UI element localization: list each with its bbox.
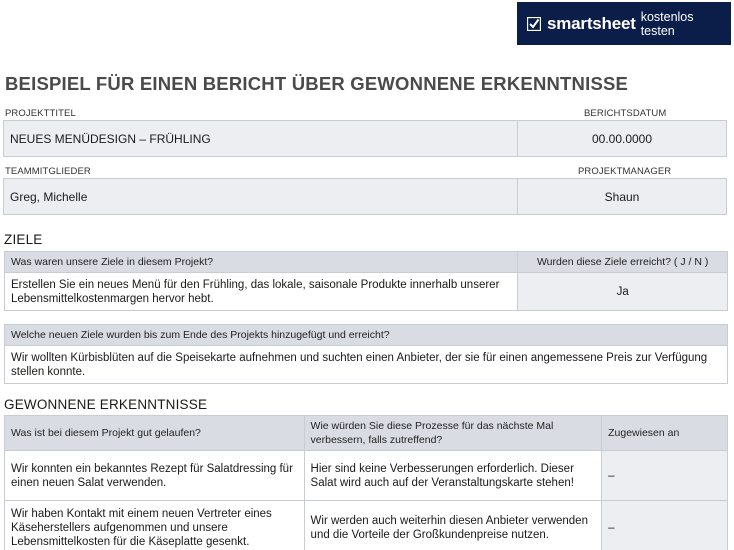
banner-cta: kostenlos testen (640, 9, 694, 38)
assigned-col-header: Zugewiesen an (602, 416, 728, 451)
goals-heading: ZIELE (4, 232, 43, 247)
goals-table (4, 251, 728, 311)
table-row (5, 273, 728, 311)
went-well-cell[interactable]: Wir konnten ein bekanntes Rezept für Salatdressing für einen neuen Salat verwenden. (5, 451, 305, 501)
project-title-label: PROJEKTTITEL (5, 108, 76, 119)
lessons-table (4, 415, 728, 550)
new-goals-header: Welche neuen Ziele wurden bis zum Ende des Projekts hinzugefügt und erreicht? (5, 325, 728, 346)
assigned-cell[interactable]: – (602, 501, 728, 550)
project-manager-field[interactable]: Shaun (517, 178, 727, 215)
report-date-label: BERICHTSDATUM (584, 108, 667, 119)
team-members-field[interactable]: Greg, Michelle (3, 178, 518, 215)
banner-brand: smartsheet (546, 13, 636, 33)
achieved-col-header: Wurden diese Ziele erreicht? ( J / N ) (518, 252, 728, 273)
report-date-field[interactable]: 00.00.0000 (517, 120, 727, 157)
smartsheet-logo-icon (527, 17, 541, 31)
assigned-cell[interactable]: – (602, 451, 728, 501)
smartsheet-banner[interactable] (517, 2, 731, 45)
new-goals-table (4, 324, 728, 384)
table-row (5, 501, 728, 550)
improve-cell[interactable]: Wir werden auch weiterhin diesen Anbieter verwenden und die Vorteile der Großkundenpreise nutzen. (304, 501, 602, 550)
table-row (5, 346, 728, 384)
went-well-cell[interactable]: Wir haben Kontakt mit einem neuen Vertreter eines Käseherstellers aufgenommen und unsere Lebensmittelkosten für die Käseplatte gesenkt. (5, 501, 305, 550)
goals-col-header: Was waren unsere Ziele in diesem Projekt? (5, 252, 518, 273)
achieved-cell[interactable]: Ja (518, 273, 728, 311)
project-manager-label: PROJEKTMANAGER (578, 166, 672, 177)
lessons-heading: GEWONNENE ERKENNTNISSE (4, 397, 208, 412)
project-title-field[interactable]: NEUES MENÜDESIGN – FRÜHLING (3, 120, 518, 157)
went-well-col-header: Was ist bei diesem Projekt gut gelaufen? (5, 416, 305, 451)
goal-cell[interactable]: Erstellen Sie ein neues Menü für den Frühling, das lokale, saisonale Produkte innerhalb unserer Lebensmittelkostenmargen hervor hebt. (5, 273, 518, 311)
table-row (5, 451, 728, 501)
team-members-label: TEAMMITGLIEDER (5, 166, 91, 177)
improve-cell[interactable]: Hier sind keine Verbesserungen erforderlich. Dieser Salat wird auch auf der Veranstaltungskarte stehen! (304, 451, 602, 501)
improve-col-header: Wie würden Sie diese Prozesse für das nächste Mal verbessern, falls zutreffend? (304, 416, 602, 451)
new-goals-cell[interactable]: Wir wollten Kürbisblüten auf die Speisekarte aufnehmen und suchten einen Anbieter, der sie für einen angemessene Preis zur Verfügung stellen konnte. (5, 346, 728, 384)
page-title: BEISPIEL FÜR EINEN BERICHT ÜBER GEWONNENE ERKENNTNISSE (5, 73, 629, 94)
